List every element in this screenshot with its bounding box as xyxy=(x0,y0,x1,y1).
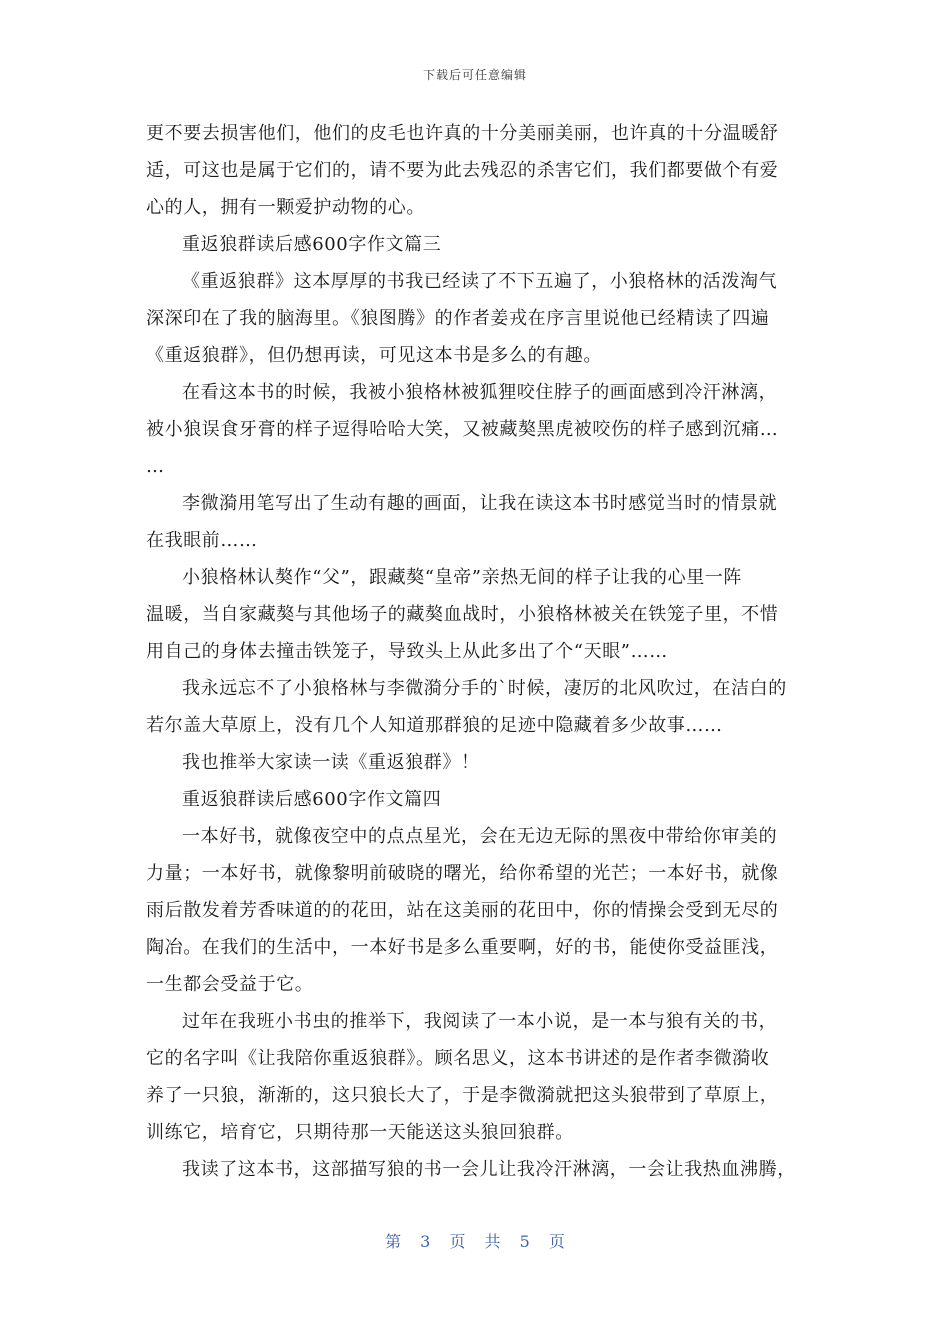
text-line: 《重返狼群》这本厚厚的书我已经读了不下五遍了，小狼格林的活泼淘气 xyxy=(182,271,778,292)
document-body xyxy=(146,115,806,1188)
text-line: 我读了这本书，这部描写狼的书一会儿让我冷汗淋漓，一会让我热血沸腾， xyxy=(182,1159,796,1180)
text-line: 雨后散发着芳香味道的的花田，站在这美丽的花田中，你的情操会受到无尽的 xyxy=(146,900,779,921)
text-line: 陶冶。在我们的生活中，一本好书是多么重要啊，好的书，能使你受益匪浅， xyxy=(146,937,779,958)
text-line: 过年在我班小书虫的推举下，我阅读了一本小说，是一本与狼有关的书， xyxy=(182,1011,778,1032)
text-line: 一本好书，就像夜空中的点点星光，会在无边无际的黑夜中带给你审美的 xyxy=(182,826,778,847)
paragraph xyxy=(146,1003,806,1151)
text-line: 养了一只狼，渐渐的，这只狼长大了，于是李微漪就把这头狼带到了草原上， xyxy=(146,1085,779,1106)
text-line: 心的人，拥有一颗爱护动物的心。 xyxy=(146,197,425,218)
text-line: 更不要去损害他们，他们的皮毛也许真的十分美丽美丽，也许真的十分温暖舒 xyxy=(146,123,779,144)
paragraph xyxy=(146,1151,806,1188)
paragraph xyxy=(146,670,806,744)
paragraph xyxy=(146,263,806,374)
page-footer: 第 3 页 共 5 页 xyxy=(385,1232,565,1251)
paragraph xyxy=(146,226,806,263)
text-line: 我永远忘不了小狼格林与李微漪分手的`时候，凄厉的北风吹过，在洁白的 xyxy=(182,678,787,699)
text-line: 深深印在了我的脑海里。《狼图腾》的作者姜戎在序言里说他已经精读了四遍 xyxy=(146,308,770,329)
text-line: 在看这本书的时候，我被小狼格林被狐狸咬住脖子的画面感到冷汗淋漓， xyxy=(182,382,778,403)
text-line: 被小狼误食牙膏的样子逗得哈哈大笑，又被藏獒黑虎被咬伤的样子感到沉痛… xyxy=(146,419,779,440)
text-line: 重返狼群读后感600字作文篇四 xyxy=(182,789,442,810)
text-line: … xyxy=(146,456,165,477)
text-line: 重返狼群读后感600字作文篇三 xyxy=(182,234,442,255)
paragraph xyxy=(146,485,806,559)
text-line: 用自己的身体去撞击铁笼子，导致头上从此多出了个“天眼”…… xyxy=(146,641,668,662)
paragraph xyxy=(146,781,806,818)
paragraph xyxy=(146,818,806,1003)
paragraph xyxy=(146,744,806,781)
text-line: 小狼格林认獒作“父”，跟藏獒“皇帝”亲热无间的样子让我的心里一阵 xyxy=(182,567,743,588)
text-line: 温暖，当自家藏獒与其他场子的藏獒血战时，小狼格林被关在铁笼子里，不惜 xyxy=(146,604,779,625)
text-line: 力量；一本好书，就像黎明前破晓的曙光，给你希望的光芒；一本好书，就像 xyxy=(146,863,779,884)
text-line: 我也推举大家读一读《重返狼群》！ xyxy=(182,752,480,773)
paragraph xyxy=(146,559,806,670)
text-line: 在我眼前…… xyxy=(146,530,258,551)
text-line: 一生都会受益于它。 xyxy=(146,974,314,995)
text-line: 李微漪用笔写出了生动有趣的画面，让我在读这本书时感觉当时的情景就 xyxy=(182,493,778,514)
paragraph xyxy=(146,374,806,485)
text-line: 《重返狼群》，但仍想再读，可见这本书是多么的有趣。 xyxy=(146,345,602,366)
text-line: 若尔盖大草原上，没有几个人知道那群狼的足迹中隐藏着多少故事…… xyxy=(146,715,723,736)
text-line: 适，可这也是属于它们的，请不要为此去残忍的杀害它们，我们都要做个有爱 xyxy=(146,160,779,181)
paragraph xyxy=(146,115,806,226)
page-header: 下载后可任意编辑 xyxy=(422,68,527,82)
text-line: 它的名字叫《让我陪你重返狼群》。顾名思义，这本书讲述的是作者李微漪收 xyxy=(146,1048,770,1069)
text-line: 训练它，培育它，只期待那一天能送这头狼回狼群。 xyxy=(146,1122,574,1143)
